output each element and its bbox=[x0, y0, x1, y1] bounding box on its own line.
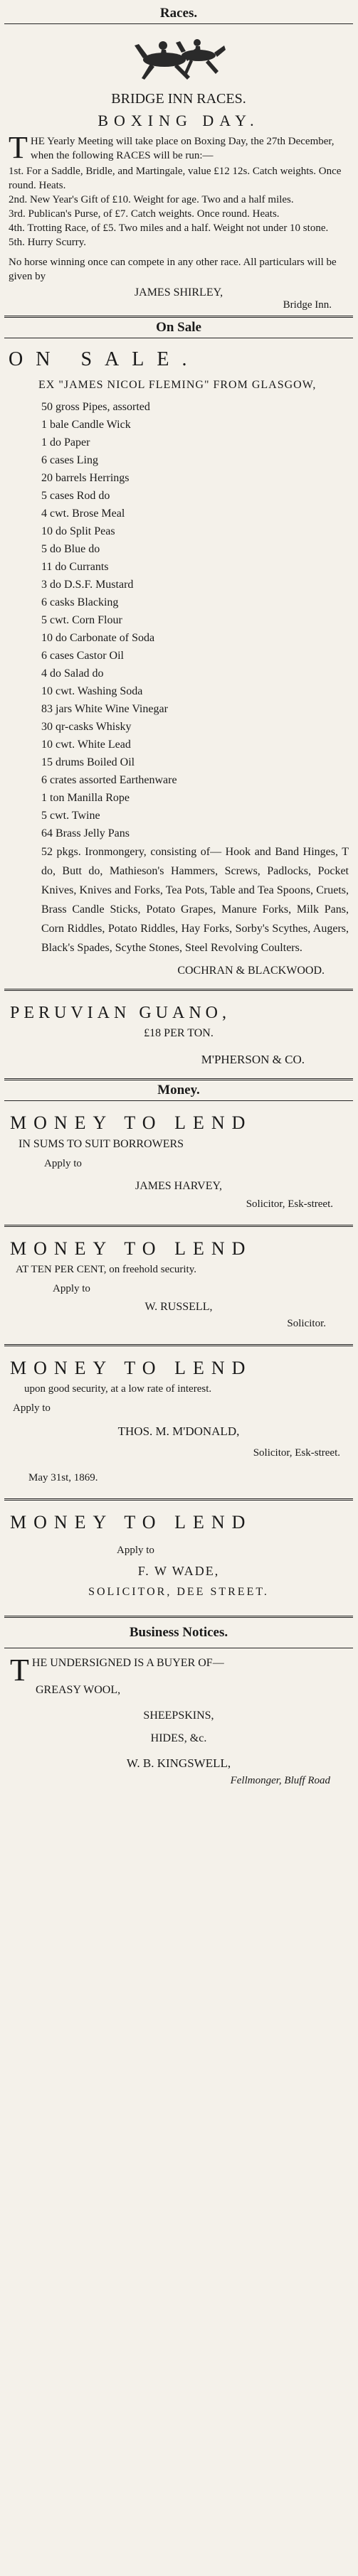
business-address: Fellmonger, Bluff Road bbox=[230, 1775, 330, 1786]
guano-signature: M'PHERSON & CO. bbox=[201, 1053, 305, 1066]
on-sale-items bbox=[4, 398, 353, 842]
list-item: 10 cwt. White Lead bbox=[41, 739, 131, 751]
on-sale-section-title: On Sale bbox=[156, 320, 201, 335]
list-item: 6 cases Ling bbox=[41, 454, 98, 466]
list-item: 1 do Paper bbox=[41, 436, 90, 449]
race-item: 3rd. Publican's Purse, of £7. Catch weights. Once round. Heats. bbox=[9, 208, 280, 220]
money-headline: MONEY TO LEND bbox=[10, 1238, 253, 1259]
race-item: 4th. Trotting Race, of £5. Two miles and a half. Weight not under 10 stone. bbox=[9, 222, 329, 234]
races-intro-text: HE Yearly Meeting will take place on Boxing Day, the 27th December, when the following RACES will be run:— bbox=[30, 136, 335, 161]
money-title: Solicitor, Esk-street. bbox=[246, 1198, 333, 1210]
list-item: 10 do Split Peas bbox=[41, 525, 115, 537]
races-sign-place: Bridge Inn. bbox=[283, 299, 332, 311]
races-note: No horse winning once can compete in any other race. All particulars will be given by bbox=[9, 257, 337, 282]
money-section-title: Money. bbox=[157, 1083, 200, 1098]
guano-price: £18 PER TON. bbox=[144, 1027, 214, 1039]
horse-race-illustration bbox=[4, 24, 353, 90]
business-item: HIDES, &c. bbox=[150, 1732, 207, 1744]
list-item: 5 cwt. Corn Flour bbox=[41, 614, 122, 626]
money-name: THOS. M. M'DONALD, bbox=[117, 1424, 240, 1438]
list-item: 30 qr-casks Whisky bbox=[41, 721, 132, 733]
business-signature: W. B. KINGSWELL, bbox=[126, 1756, 231, 1770]
business-line1-text: HE UNDERSIGNED IS A BUYER OF— bbox=[31, 1657, 224, 1669]
on-sale-section bbox=[4, 320, 353, 991]
list-item: 11 do Currants bbox=[41, 561, 109, 573]
list-item: 5 do Blue do bbox=[41, 543, 100, 555]
races-section bbox=[4, 6, 353, 318]
list-item: 83 jars White Wine Vinegar bbox=[41, 703, 168, 715]
races-section-title: Races. bbox=[159, 6, 198, 21]
races-intro bbox=[4, 130, 353, 165]
money-line2: Apply to bbox=[117, 1545, 154, 1556]
list-item: 10 do Carbonate of Soda bbox=[41, 632, 155, 644]
list-item: 6 cases Castor Oil bbox=[41, 650, 124, 662]
races-drop-cap: T bbox=[9, 130, 28, 165]
list-item: 10 cwt. Washing Soda bbox=[41, 685, 143, 697]
list-item: 1 bale Candle Wick bbox=[41, 419, 131, 431]
race-item: 5th. Hurry Scurry. bbox=[9, 237, 87, 248]
list-item: 50 gross Pipes, assorted bbox=[41, 401, 150, 413]
money-line2: Apply to bbox=[53, 1283, 90, 1294]
race-item: 1st. For a Saddle, Bridle, and Martingale, value £12 12s. Catch weights. Once round. Heats. bbox=[9, 166, 342, 191]
business-line1 bbox=[10, 1653, 347, 1687]
race-item: 2nd. New Year's Gift of £10. Weight for age. Two and a half miles. bbox=[9, 194, 294, 205]
money-advert bbox=[4, 1101, 353, 1225]
money-title: Solicitor. bbox=[287, 1318, 326, 1329]
divider bbox=[4, 1616, 353, 1618]
list-item: 6 crates assorted Earthenware bbox=[41, 774, 177, 786]
money-date: May 31st, 1869. bbox=[28, 1472, 98, 1483]
list-item: 4 cwt. Brose Meal bbox=[41, 508, 125, 520]
races-list bbox=[4, 163, 353, 251]
money-advert bbox=[4, 1227, 353, 1344]
money-line1: IN SUMS TO SUIT BORROWERS bbox=[19, 1138, 184, 1150]
list-item: 1 ton Manilla Rope bbox=[41, 792, 130, 804]
money-headline: MONEY TO LEND bbox=[10, 1358, 253, 1378]
on-sale-signature: COCHRAN & BLACKWOOD. bbox=[177, 965, 325, 977]
business-section-title: Business Notices. bbox=[129, 1625, 228, 1640]
list-item: 20 barrels Herrings bbox=[41, 472, 130, 484]
list-item: 4 do Salad do bbox=[41, 667, 104, 680]
newspaper-column bbox=[4, 0, 353, 1791]
business-item: SHEEPSKINS, bbox=[143, 1710, 214, 1722]
races-subtitle: BOXING DAY. bbox=[98, 112, 260, 129]
races-title: BRIDGE INN RACES. bbox=[111, 91, 246, 107]
money-title: Solicitor, Esk-street. bbox=[253, 1447, 340, 1459]
business-advert bbox=[4, 1648, 353, 1791]
races-sign-name: JAMES SHIRLEY, bbox=[134, 286, 223, 299]
list-item: 15 drums Boiled Oil bbox=[41, 756, 135, 768]
money-line1: upon good security, at a low rate of interest. bbox=[24, 1383, 212, 1395]
money-line2: Apply to bbox=[13, 1402, 51, 1414]
divider bbox=[4, 316, 353, 318]
list-item: 3 do D.S.F. Mustard bbox=[41, 579, 134, 591]
ironmongery-list: 52 pkgs. Ironmongery, consisting of— Hook and Band Hinges, T do, Butt do, Mathieson's Hammers, Screws, Padlocks, Pocket Knives, Knives and Forks, Tea Pots, Table and Tea Spoons, Cruets, Brass Candle Sticks, Potato Grapes, Manure Forks, Milk Pans, Corn Riddles, Potato Riddles, Hay Forks, Sorby's Scythes, Augers, Black's Spades, Scythe Stones, Steel Revolving Coulters. bbox=[41, 846, 349, 954]
money-section bbox=[4, 1083, 353, 1618]
money-name: W. RUSSELL, bbox=[144, 1301, 213, 1313]
on-sale-ex: EX "JAMES NICOL FLEMING" FROM GLASGOW, bbox=[38, 379, 317, 391]
guano-headline: PERUVIAN GUANO, bbox=[10, 1004, 231, 1022]
money-line1: AT TEN PER CENT, on freehold security. bbox=[16, 1264, 196, 1275]
money-advert bbox=[4, 1346, 353, 1498]
money-line2: Apply to bbox=[44, 1158, 82, 1169]
divider bbox=[4, 1078, 353, 1080]
money-name: F. W WADE, bbox=[137, 1564, 220, 1578]
on-sale-headline: ON SALE. bbox=[9, 348, 200, 370]
money-title: SOLICITOR, DEE STREET. bbox=[88, 1586, 269, 1598]
list-item: 5 cases Rod do bbox=[41, 490, 110, 502]
guano-advert bbox=[4, 991, 353, 1078]
money-headline: MONEY TO LEND bbox=[10, 1512, 253, 1533]
business-drop-cap: T bbox=[10, 1653, 29, 1687]
list-item: 64 Brass Jelly Pans bbox=[41, 827, 130, 839]
money-name: JAMES HARVEY, bbox=[135, 1180, 222, 1192]
business-section bbox=[4, 1625, 353, 1791]
list-item: 6 casks Blacking bbox=[41, 596, 119, 608]
list-item: 5 cwt. Twine bbox=[41, 810, 100, 822]
money-advert bbox=[4, 1501, 353, 1616]
horses-icon bbox=[122, 24, 236, 88]
money-headline: MONEY TO LEND bbox=[10, 1112, 253, 1133]
business-item: GREASY WOOL, bbox=[36, 1684, 121, 1696]
